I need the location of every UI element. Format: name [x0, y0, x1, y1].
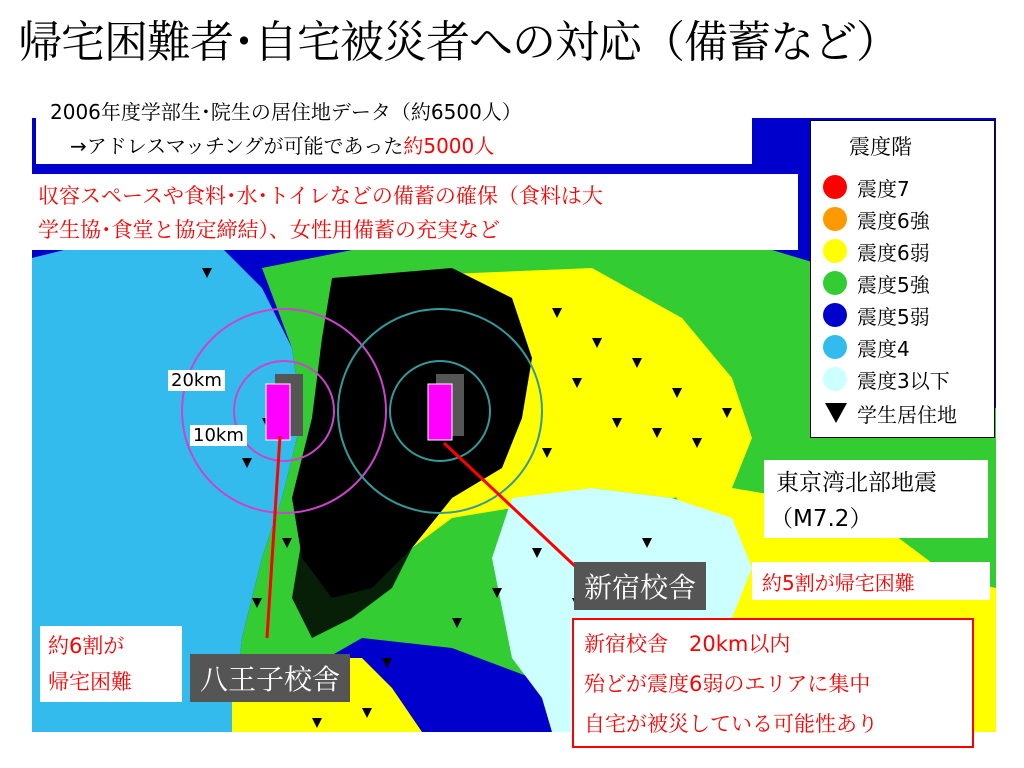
- intensity-6-upper-swatch: [823, 207, 847, 231]
- shinjuku-campus-label: 新宿校舎: [574, 562, 706, 610]
- legend-residence-label: 学生居住地: [857, 403, 957, 427]
- map-legend: [810, 120, 995, 438]
- legend-item-label: 震度7: [857, 177, 910, 201]
- intensity-5-upper-swatch: [823, 271, 847, 295]
- legend-item-label: 震度3以下: [857, 369, 950, 393]
- stockpile-note: [32, 174, 798, 250]
- intensity-4-swatch: [823, 335, 847, 359]
- summary-line2: 殆どが震度6弱のエリアに集中: [584, 672, 871, 696]
- earthquake-label: [764, 460, 988, 538]
- intensity-7-swatch: [823, 175, 847, 199]
- data-note: [36, 94, 752, 164]
- page-title: 帰宅困難者･自宅被災者への対応（備蓄など）: [18, 17, 899, 68]
- legend-item-label: 震度6強: [857, 209, 930, 233]
- intensity-5-lower-swatch: [823, 303, 847, 327]
- data-note-line2-prefix: →アドレスマッチングが可能であった: [70, 134, 404, 158]
- hachioji-ratio-line1: 約6割が: [48, 634, 125, 658]
- shinjuku-ratio-note: [752, 562, 990, 600]
- earthquake-magnitude: （M7.2）: [770, 506, 873, 532]
- intensity-3-or-less-swatch: [823, 367, 847, 391]
- triangle-marker-icon: [825, 403, 847, 423]
- legend-item-label: 震度5強: [857, 273, 930, 297]
- legend-item-label: 震度6弱: [857, 241, 930, 265]
- stockpile-note-line1: 収容スペースや食料･水･トイレなどの備蓄の確保（食料は大: [38, 184, 603, 208]
- summary-line3: 自宅が被災している可能性あり: [584, 712, 878, 736]
- hachioji-ratio-line2: 帰宅困難: [48, 670, 132, 694]
- earthquake-name: 東京湾北部地震: [776, 470, 937, 496]
- intensity-6-lower-swatch: [823, 239, 847, 263]
- data-note-line2: [70, 130, 494, 159]
- radius-10km-label: 10km: [190, 425, 247, 446]
- legend-title: 震度階: [849, 135, 912, 159]
- hachioji-ratio-note: [40, 626, 182, 702]
- stockpile-note-line2: 学生協･食堂と協定締結）、女性用備蓄の充実など: [38, 218, 500, 242]
- legend-item-label: 震度5弱: [857, 305, 930, 329]
- data-note-highlight: 約5000人: [403, 134, 495, 158]
- data-note-line1: 2006年度学部生･院生の居住地データ（約6500人）: [50, 100, 522, 124]
- radius-20km-label: 20km: [168, 370, 225, 391]
- summary-line1: 新宿校舎 20km以内: [584, 632, 791, 656]
- hachioji-campus-label: 八王子校舎: [190, 654, 350, 702]
- shinjuku-ratio-text: 約5割が帰宅困難: [762, 571, 915, 595]
- summary-box: [572, 618, 974, 748]
- legend-item-label: 震度4: [857, 337, 910, 361]
